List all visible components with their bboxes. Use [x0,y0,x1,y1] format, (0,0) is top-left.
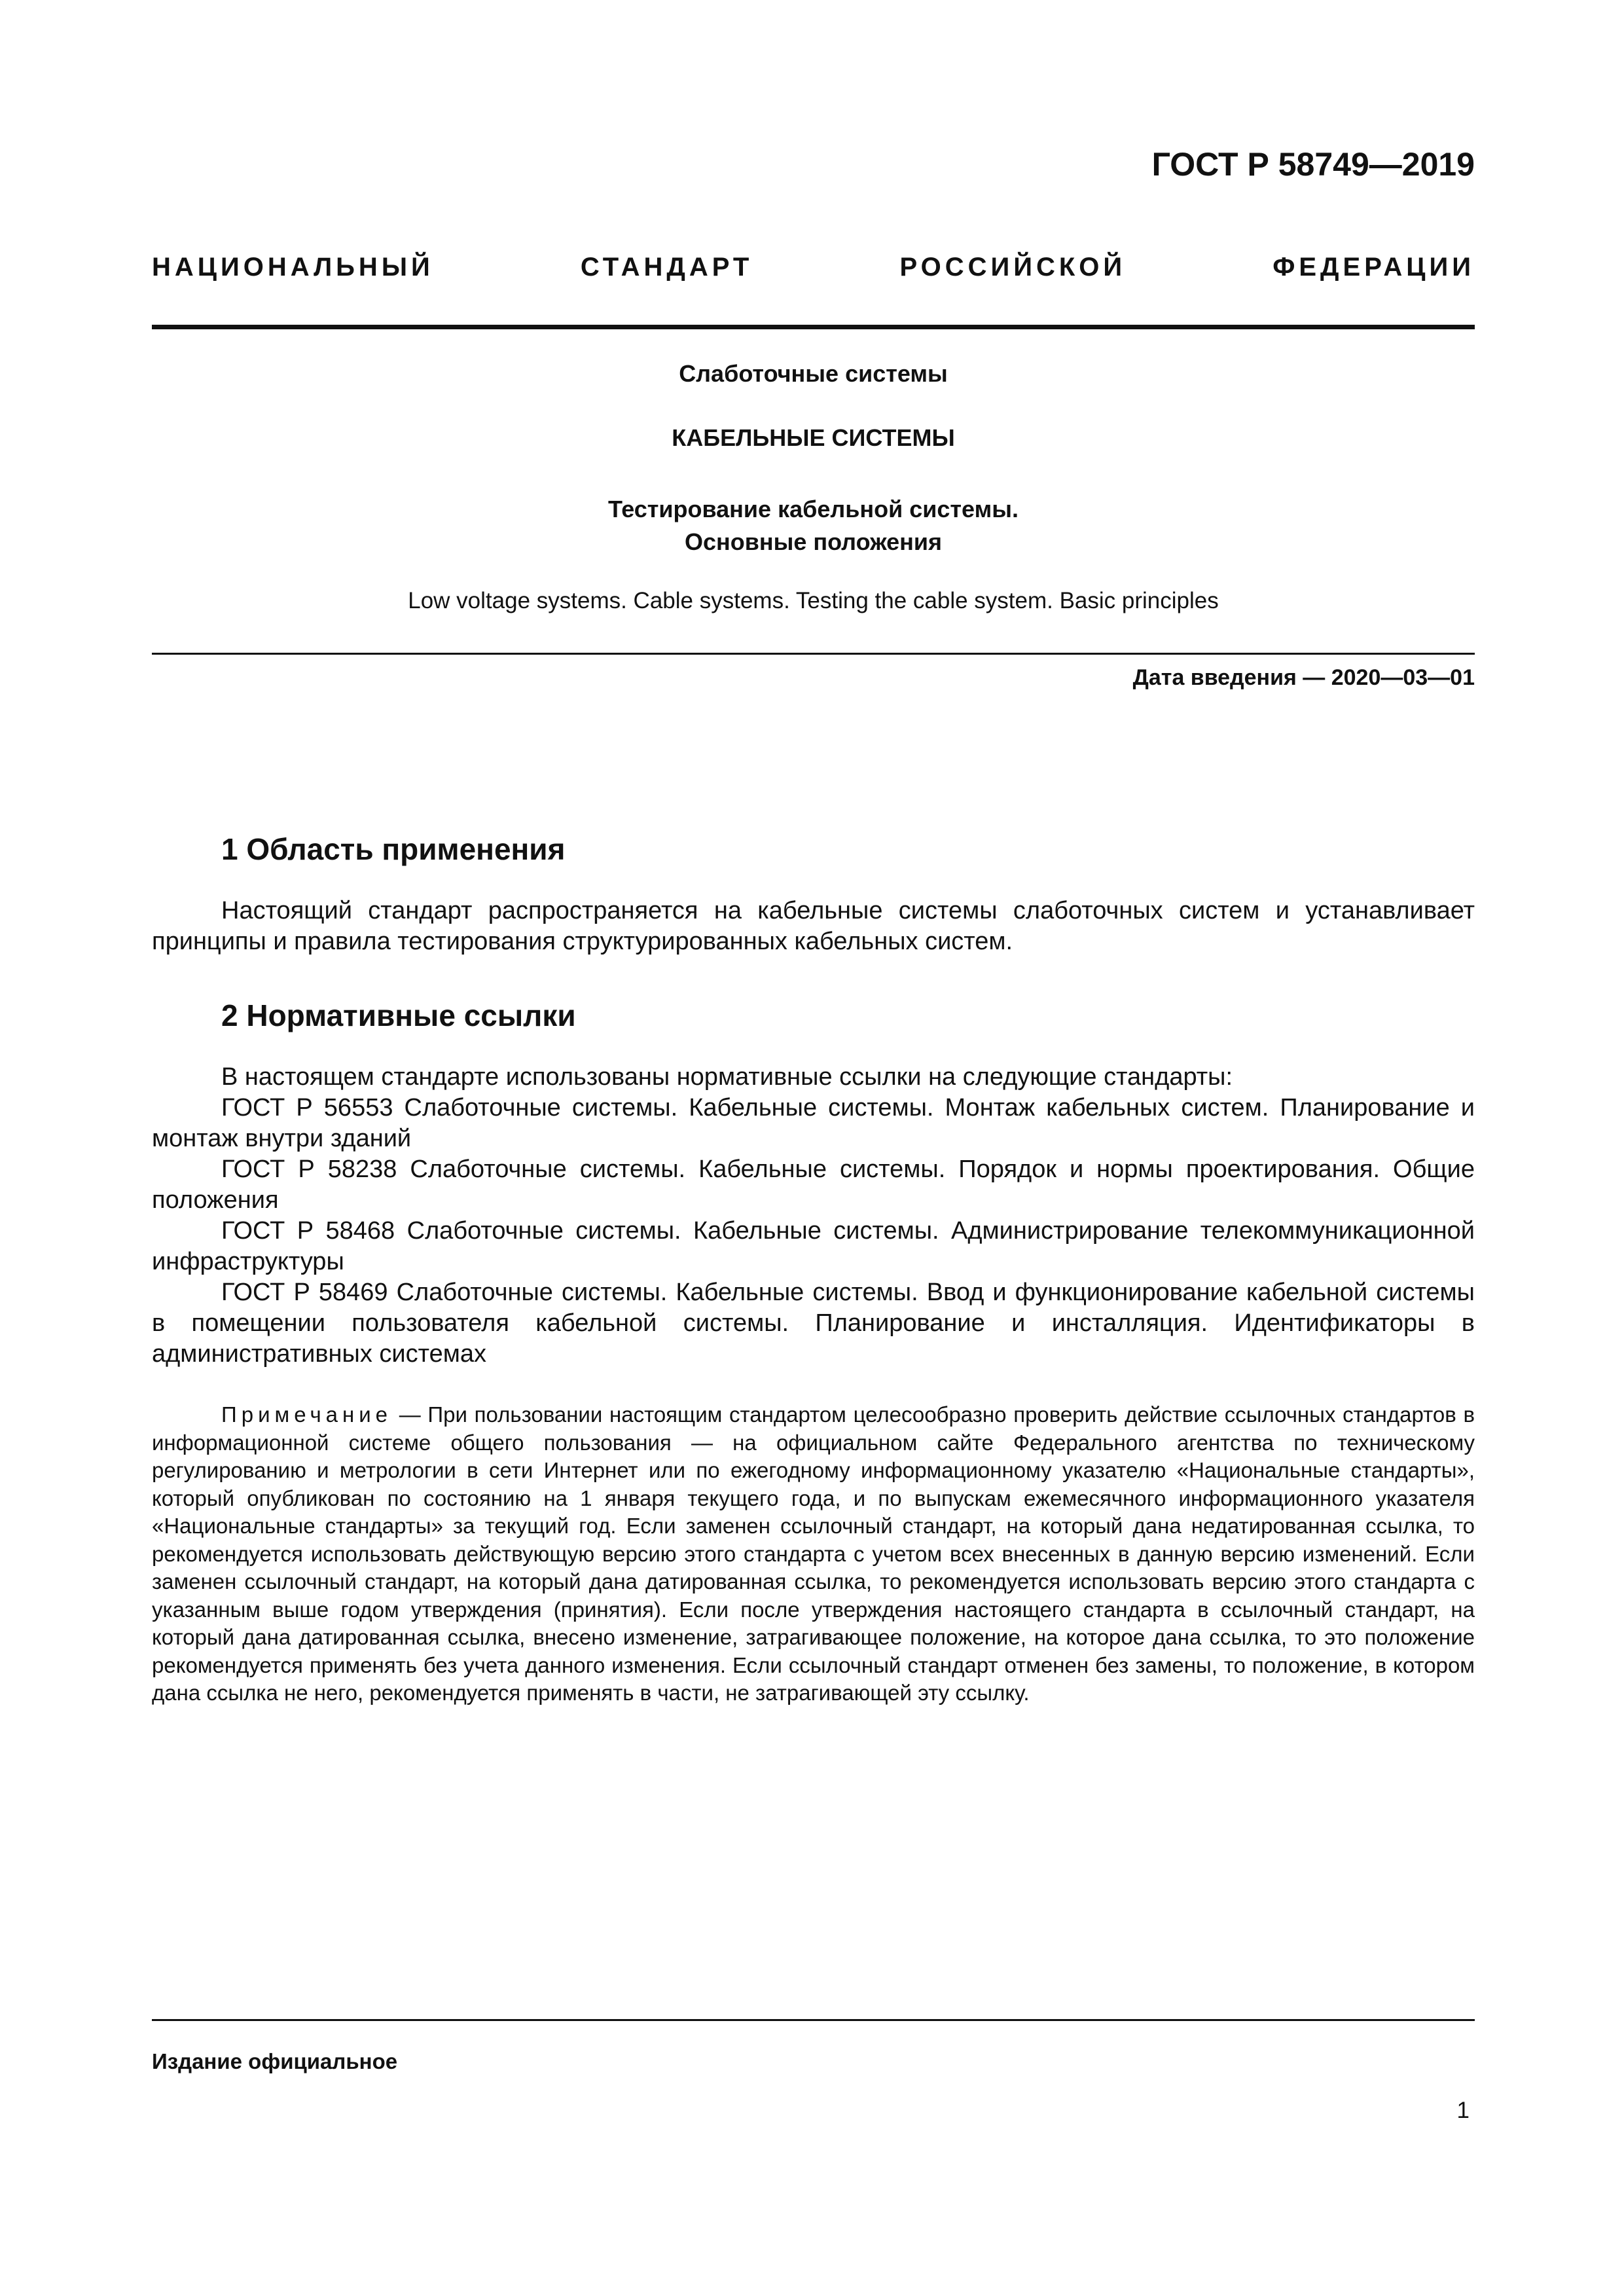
page-number: 1 [1456,2098,1470,2123]
title-line-2: КАБЕЛЬНЫЕ СИСТЕМЫ [672,424,955,451]
section-1-paragraph: Настоящий стандарт распространяется на кабельные системы слаботочных систем и устанавливает принципы и правила тестирования структурированных кабельных систем. [152,897,1475,955]
note-block [152,1401,1475,1707]
section-2-body [152,1062,1475,1370]
reference-item: ГОСТ Р 58468 Слаботочные системы. Кабельные системы. Администрирование телекоммуникационной инфраструктуры [152,1217,1475,1275]
title-line-3 [152,493,1475,558]
note-text: — При пользовании настоящим стандартом целесообразно проверить действие ссылочных стандартов в информационной системе общего пользования — на официальном сайте Федерального агентства по техническому регулированию и метрологии в сети Интернет или по ежегодному информационному указателю «Национальные стандарты», который опубликован по состоянию на 1 января текущего года, и по выпускам ежемесячного информационного указателя «Национальные стандарты» за текущий год. Если заменен ссылочный стандарт, на который дана недатированная ссылка, то рекомендуется использовать действующую версию этого стандарта с учетом всех внесенных в данную версию изменений. Если заменен ссылочный стандарт, на который дана датированная ссылка, то рекомендуется использовать версию этого стандарта с указанным выше годом утверждения (принятия). Если после утверждения настоящего стандарта в ссылочный стандарт, на который дана датированная ссылка, внесено изменение, затрагивающее положение, на которое дана ссылка, то это положение рекомендуется применять без учета данного изменения. Если ссылочный стандарт отменен без замены, то положение, в котором дана ссылка не него, рекомендуется применять в части, не затрагивающей эту ссылку. [152,1402,1475,1705]
section-2-heading: 2 Нормативные ссылки [221,998,576,1032]
note-paragraph [152,1401,1475,1707]
section-1-heading: 1 Область применения [221,832,566,866]
header-divider [152,325,1475,329]
section-1-body [152,896,1475,957]
national-standard-banner: НАЦИОНАЛЬНЫЙ СТАНДАРТ РОССИЙСКОЙ ФЕДЕРАЦИИ [152,253,1475,282]
section-2-intro: В настоящем стандарте использованы нормативные ссылки на следующие стандарты: [221,1063,1233,1091]
title-divider [152,653,1475,655]
edition-label: Издание официальное [152,2049,398,2073]
english-title: Low voltage systems. Cable systems. Testing the cable system. Basic principles [408,588,1219,613]
reference-item: ГОСТ Р 58238 Слаботочные системы. Кабельные системы. Порядок и нормы проектирования. Общие положения [152,1156,1475,1214]
reference-item: ГОСТ Р 58469 Слаботочные системы. Кабельные системы. Ввод и функционирование кабельной системы в помещении пользователя кабельной системы. Планирование и инсталляция. Идентификаторы в административных системах [152,1279,1475,1368]
title-line-3b: Основные положения [684,528,943,555]
note-label: Примечание [221,1402,393,1427]
title-line-3a: Тестирование кабельной системы. [608,496,1019,522]
footer-divider [152,2019,1475,2021]
title-line-1: Слаботочные системы [679,360,948,387]
reference-item: ГОСТ Р 56553 Слаботочные системы. Кабельные системы. Монтаж кабельных систем. Планирование и монтаж внутри зданий [152,1094,1475,1152]
document-number: ГОСТ Р 58749—2019 [1151,146,1475,183]
introduction-date: Дата введения — 2020—03—01 [1132,665,1475,690]
